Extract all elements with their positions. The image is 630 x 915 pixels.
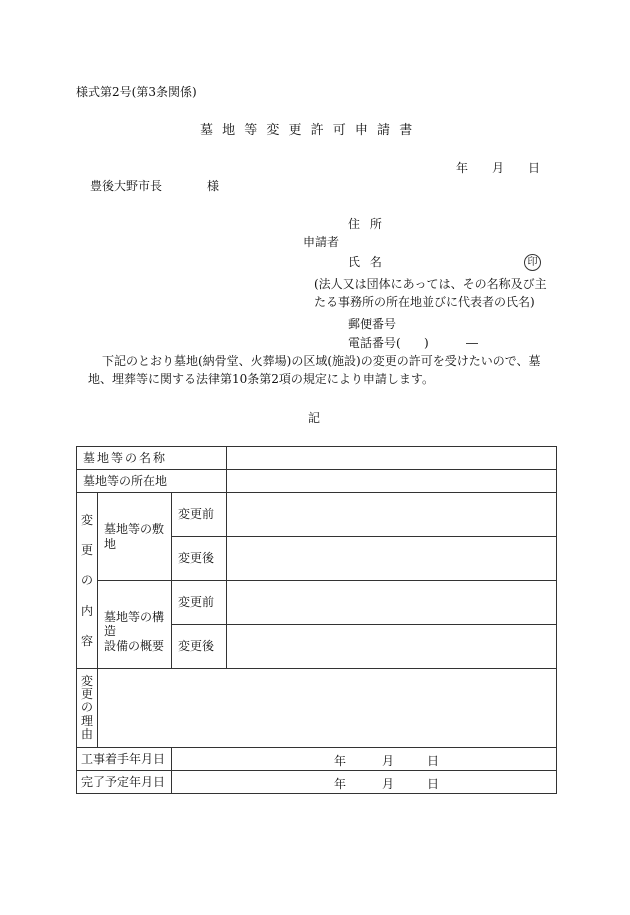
postal-code-label: 郵便番号 bbox=[348, 317, 397, 331]
address-label: 住 所 bbox=[348, 217, 382, 231]
seal-mark: 印 bbox=[524, 254, 541, 271]
structure-before-field[interactable] bbox=[227, 581, 557, 625]
table-row bbox=[77, 447, 557, 470]
cemetery-location-label: 墓地等の所在地 bbox=[77, 470, 227, 493]
table-row bbox=[77, 771, 557, 794]
start-date-month: 月 bbox=[382, 754, 395, 768]
site-label: 墓地等の敷地 bbox=[98, 493, 172, 581]
record-label: 記 bbox=[308, 411, 321, 425]
body-line2: 地、埋葬等に関する法律第10条第2項の規定により申請します。 bbox=[88, 372, 434, 386]
completion-date-label: 完了予定年月日 bbox=[77, 771, 172, 794]
table-row bbox=[77, 748, 557, 771]
structure-before-label: 変更前 bbox=[172, 581, 227, 625]
completion-date-field[interactable] bbox=[172, 771, 557, 794]
phone-dash: ― bbox=[466, 336, 478, 350]
cemetery-name-field[interactable] bbox=[227, 447, 557, 470]
cemetery-location-field[interactable] bbox=[227, 470, 557, 493]
start-date-year: 年 bbox=[334, 754, 347, 768]
site-before-label: 変更前 bbox=[172, 493, 227, 537]
table-row bbox=[77, 470, 557, 493]
page-title: 墓 地 等 変 更 許 可 申 請 書 bbox=[200, 123, 413, 138]
structure-label: 墓地等の構造 設備の概要 bbox=[98, 581, 172, 669]
applicant-label: 申請者 bbox=[303, 235, 340, 249]
change-reason-label: 変 更 の 理 由 bbox=[77, 669, 98, 748]
completion-date-month: 月 bbox=[382, 777, 395, 791]
applicant-note-line2: たる事務所の所在地並びに代表者の氏名) bbox=[314, 295, 535, 309]
site-after-field[interactable] bbox=[227, 537, 557, 581]
cemetery-name-label: 墓地等の名称 bbox=[77, 447, 227, 470]
change-content-label: 変 更 の 内 容 bbox=[77, 493, 98, 669]
date-month: 月 bbox=[492, 161, 505, 175]
body-line1: 下記のとおり墓地(納骨堂、火葬場)の区域(施設)の変更の許可を受けたいので、墓 bbox=[102, 354, 541, 368]
date-year: 年 bbox=[456, 161, 469, 175]
change-detail-table bbox=[76, 446, 556, 794]
completion-date-day: 日 bbox=[427, 777, 440, 791]
table-row bbox=[77, 581, 557, 625]
structure-after-label: 変更後 bbox=[172, 625, 227, 669]
start-date-day: 日 bbox=[427, 754, 440, 768]
change-reason-field[interactable] bbox=[98, 669, 557, 748]
table-row bbox=[77, 669, 557, 748]
phone-label: 電話番号( bbox=[348, 336, 401, 350]
applicant-note-line1: (法人又は団体にあっては、その名称及び主 bbox=[314, 277, 547, 291]
start-date-label: 工事着手年月日 bbox=[77, 748, 172, 771]
honorific: 様 bbox=[207, 179, 220, 193]
structure-after-field[interactable] bbox=[227, 625, 557, 669]
site-after-label: 変更後 bbox=[172, 537, 227, 581]
form-number: 様式第2号(第3条関係) bbox=[76, 85, 197, 99]
site-before-field[interactable] bbox=[227, 493, 557, 537]
name-label: 氏 名 bbox=[348, 255, 382, 269]
addressee: 豊後大野市長 bbox=[90, 179, 163, 193]
completion-date-year: 年 bbox=[334, 777, 347, 791]
date-day: 日 bbox=[528, 161, 541, 175]
start-date-field[interactable] bbox=[172, 748, 557, 771]
table-row bbox=[77, 493, 557, 537]
phone-paren-close: ) bbox=[424, 336, 429, 350]
